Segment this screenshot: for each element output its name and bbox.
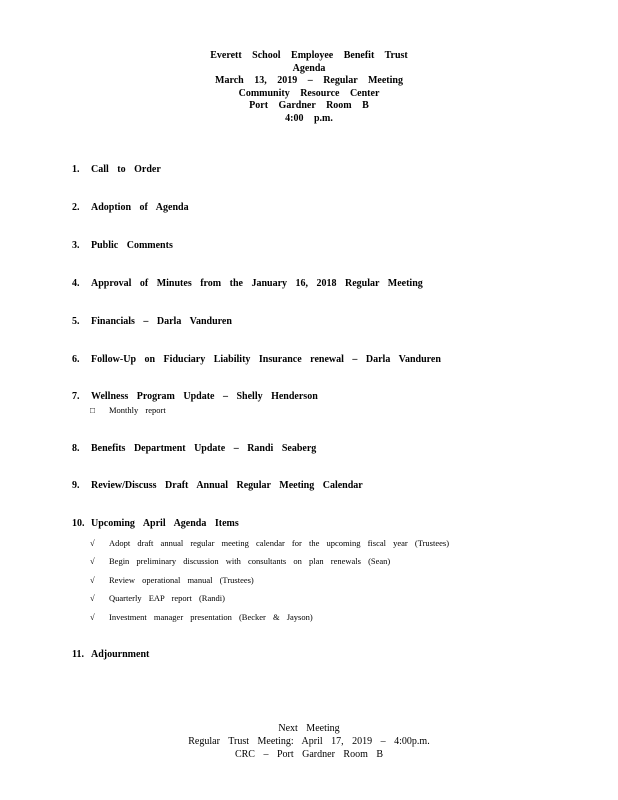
next-meeting-footer: [0, 722, 618, 761]
check-mark-icon: √: [90, 538, 95, 548]
item-text: Review/Discuss Draft Annual Regular Meeting Calendar: [91, 480, 363, 491]
agenda-item: [72, 164, 161, 176]
sub-item-text: Monthly report: [109, 405, 166, 415]
agenda-item: [72, 278, 423, 290]
sub-item: [90, 538, 449, 548]
item-number: 8.: [72, 443, 80, 454]
document-title: Agenda: [292, 62, 326, 74]
sub-item: [90, 575, 254, 585]
agenda-item: [72, 202, 189, 214]
check-mark-icon: √: [90, 575, 95, 585]
item-text: Public Comments: [91, 240, 173, 251]
meeting-date: March 13, 2019 – Regular Meeting: [215, 75, 403, 86]
item-text: Adjournment: [91, 649, 150, 660]
next-meeting-location: CRC – Port Gardner Room B: [234, 749, 384, 760]
sub-item-text: Review operational manual (Trustees): [109, 575, 254, 585]
item-number: 7.: [72, 391, 80, 402]
item-text: Wellness Program Update – Shelly Henderson: [91, 391, 318, 402]
item-text: Call to Order: [91, 164, 161, 175]
agenda-item: [72, 354, 441, 366]
agenda-item: [72, 649, 149, 661]
meeting-room: Port Gardner Room B: [249, 100, 369, 111]
next-meeting-date: Regular Trust Meeting: April 17, 2019 – 4:00p.m.: [188, 736, 430, 747]
sub-item-text: Adopt draft annual regular meeting calendar for the upcoming fiscal year (Trustees): [109, 538, 450, 548]
item-number: 4.: [72, 278, 80, 289]
agenda-item: [72, 391, 318, 403]
sub-item: [90, 556, 390, 566]
sub-item-text: Begin preliminary discussion with consultants on plan renewals (Sean): [109, 556, 391, 566]
item-number: 5.: [72, 316, 80, 327]
item-text: Financials – Darla Vanduren: [91, 316, 232, 327]
item-text: Follow-Up on Fiduciary Liability Insurance renewal – Darla Vanduren: [91, 354, 441, 365]
sub-item: [90, 612, 313, 622]
item-number: 10.: [72, 518, 85, 529]
agenda-item: [72, 443, 316, 455]
meeting-venue: Community Resource Center: [238, 87, 380, 99]
next-meeting-heading: Next Meeting: [278, 723, 340, 734]
sub-item: [90, 405, 166, 415]
check-mark-icon: √: [90, 612, 95, 622]
agenda-item: [72, 240, 173, 252]
item-number: 3.: [72, 240, 80, 251]
check-mark-icon: √: [90, 593, 95, 603]
sub-item: [90, 593, 225, 603]
item-number: 6.: [72, 354, 80, 365]
agenda-header: [0, 50, 618, 125]
organization-name: Everett School Employee Benefit Trust: [210, 50, 408, 61]
item-number: 2.: [72, 202, 80, 213]
agenda-item: [72, 316, 232, 328]
sub-item-text: Investment manager presentation (Becker & Jayson): [109, 612, 313, 622]
item-text: Approval of Minutes from the January 16, 2018 Regular Meeting: [91, 278, 423, 289]
agenda-item: [72, 518, 239, 530]
item-number: 1.: [72, 164, 80, 175]
meeting-time: 4:00 p.m.: [285, 112, 333, 124]
item-number: 9.: [72, 480, 80, 491]
item-text: Benefits Department Update – Randi Seaberg: [91, 443, 317, 454]
item-text: Adoption of Agenda: [91, 202, 189, 213]
sub-item-text: Quarterly EAP report (Randi): [109, 593, 225, 603]
check-mark-icon: √: [90, 556, 95, 566]
item-text: Upcoming April Agenda Items: [91, 518, 239, 529]
agenda-item: [72, 480, 363, 492]
checkbox-icon: □: [90, 405, 96, 415]
item-number: 11.: [72, 649, 84, 660]
